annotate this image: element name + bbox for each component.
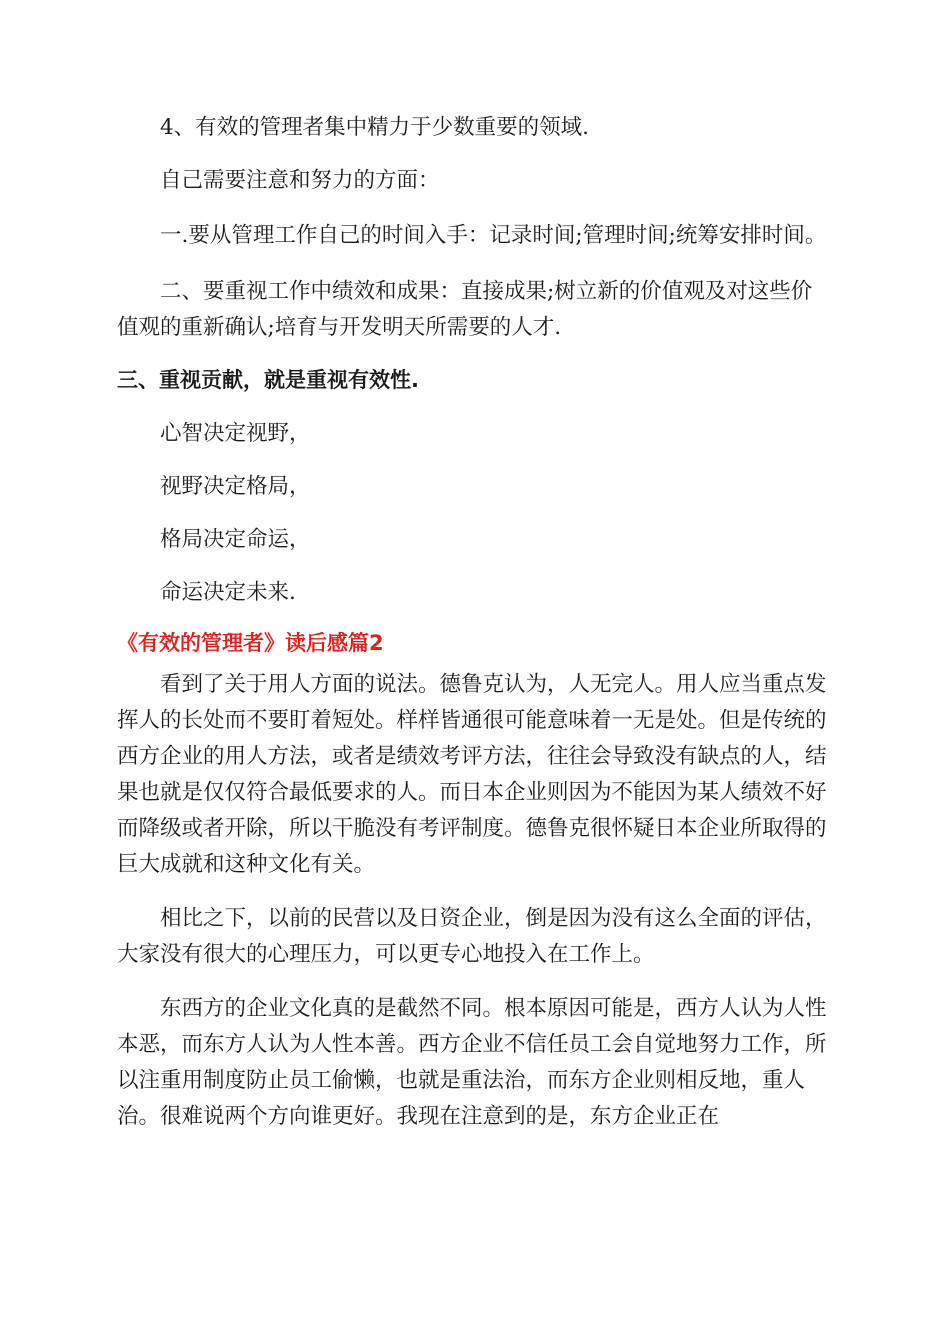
paragraph-comparison: 相比之下，以前的民营以及日资企业，倒是因为没有这么全面的评估，大家没有很大的心理压力，可以更专心地投入在工作上。 [117,906,827,967]
verse-line-2: 视野决定格局， [160,474,311,499]
section-heading-contribution: 三、重视贡献，就是重视有效性. [117,368,419,392]
verse-line-3: 格局决定命运， [160,527,311,552]
verse-line-4: 命运决定未来. [160,580,296,605]
document-body [117,110,833,1135]
paragraph-attention-intro: 自己需要注意和努力的方面： [160,168,440,193]
article-heading: 《有效的管理者》读后感篇2 [117,631,384,655]
verse-line-1: 心智决定视野， [160,421,311,446]
paragraph-point-4: 4、有效的管理者集中精力于少数重要的领域. [160,115,590,140]
paragraph-results: 二、要重视工作中绩效和成果：直接成果;树立新的价值观及对这些价值观的重新确认;培育与开发明天所需要的人才. [117,279,813,340]
paragraph-time-management: 一.要从管理工作自己的时间入手：记录时间;管理时间;统筹安排时间。 [160,223,827,248]
paragraph-culture: 东西方的企业文化真的是截然不同。根本原因可能是，西方人认为人性本恶，而东方人认为人性本善。西方企业不信任员工会自觉地努力工作，所以注重用制度防止员工偷懒，也就是重法治，而东方企业则相反地，重人治。很难说两个方向谁更好。我现在注意到的是，东方企业正在 [117,996,827,1129]
paragraph-employment-view: 看到了关于用人方面的说法。德鲁克认为，人无完人。用人应当重点发挥人的长处而不要盯着短处。样样皆通很可能意味着一无是处。但是传统的西方企业的用人方法，或者是绩效考评方法，往往会导致没有缺点的人，结果也就是仅仅符合最低要求的人。而日本企业则因为不能因为某人绩效不好而降级或者开除，所以干脆没有考评制度。德鲁克很怀疑日本企业所取得的巨大成就和这种文化有关。 [117,672,827,877]
